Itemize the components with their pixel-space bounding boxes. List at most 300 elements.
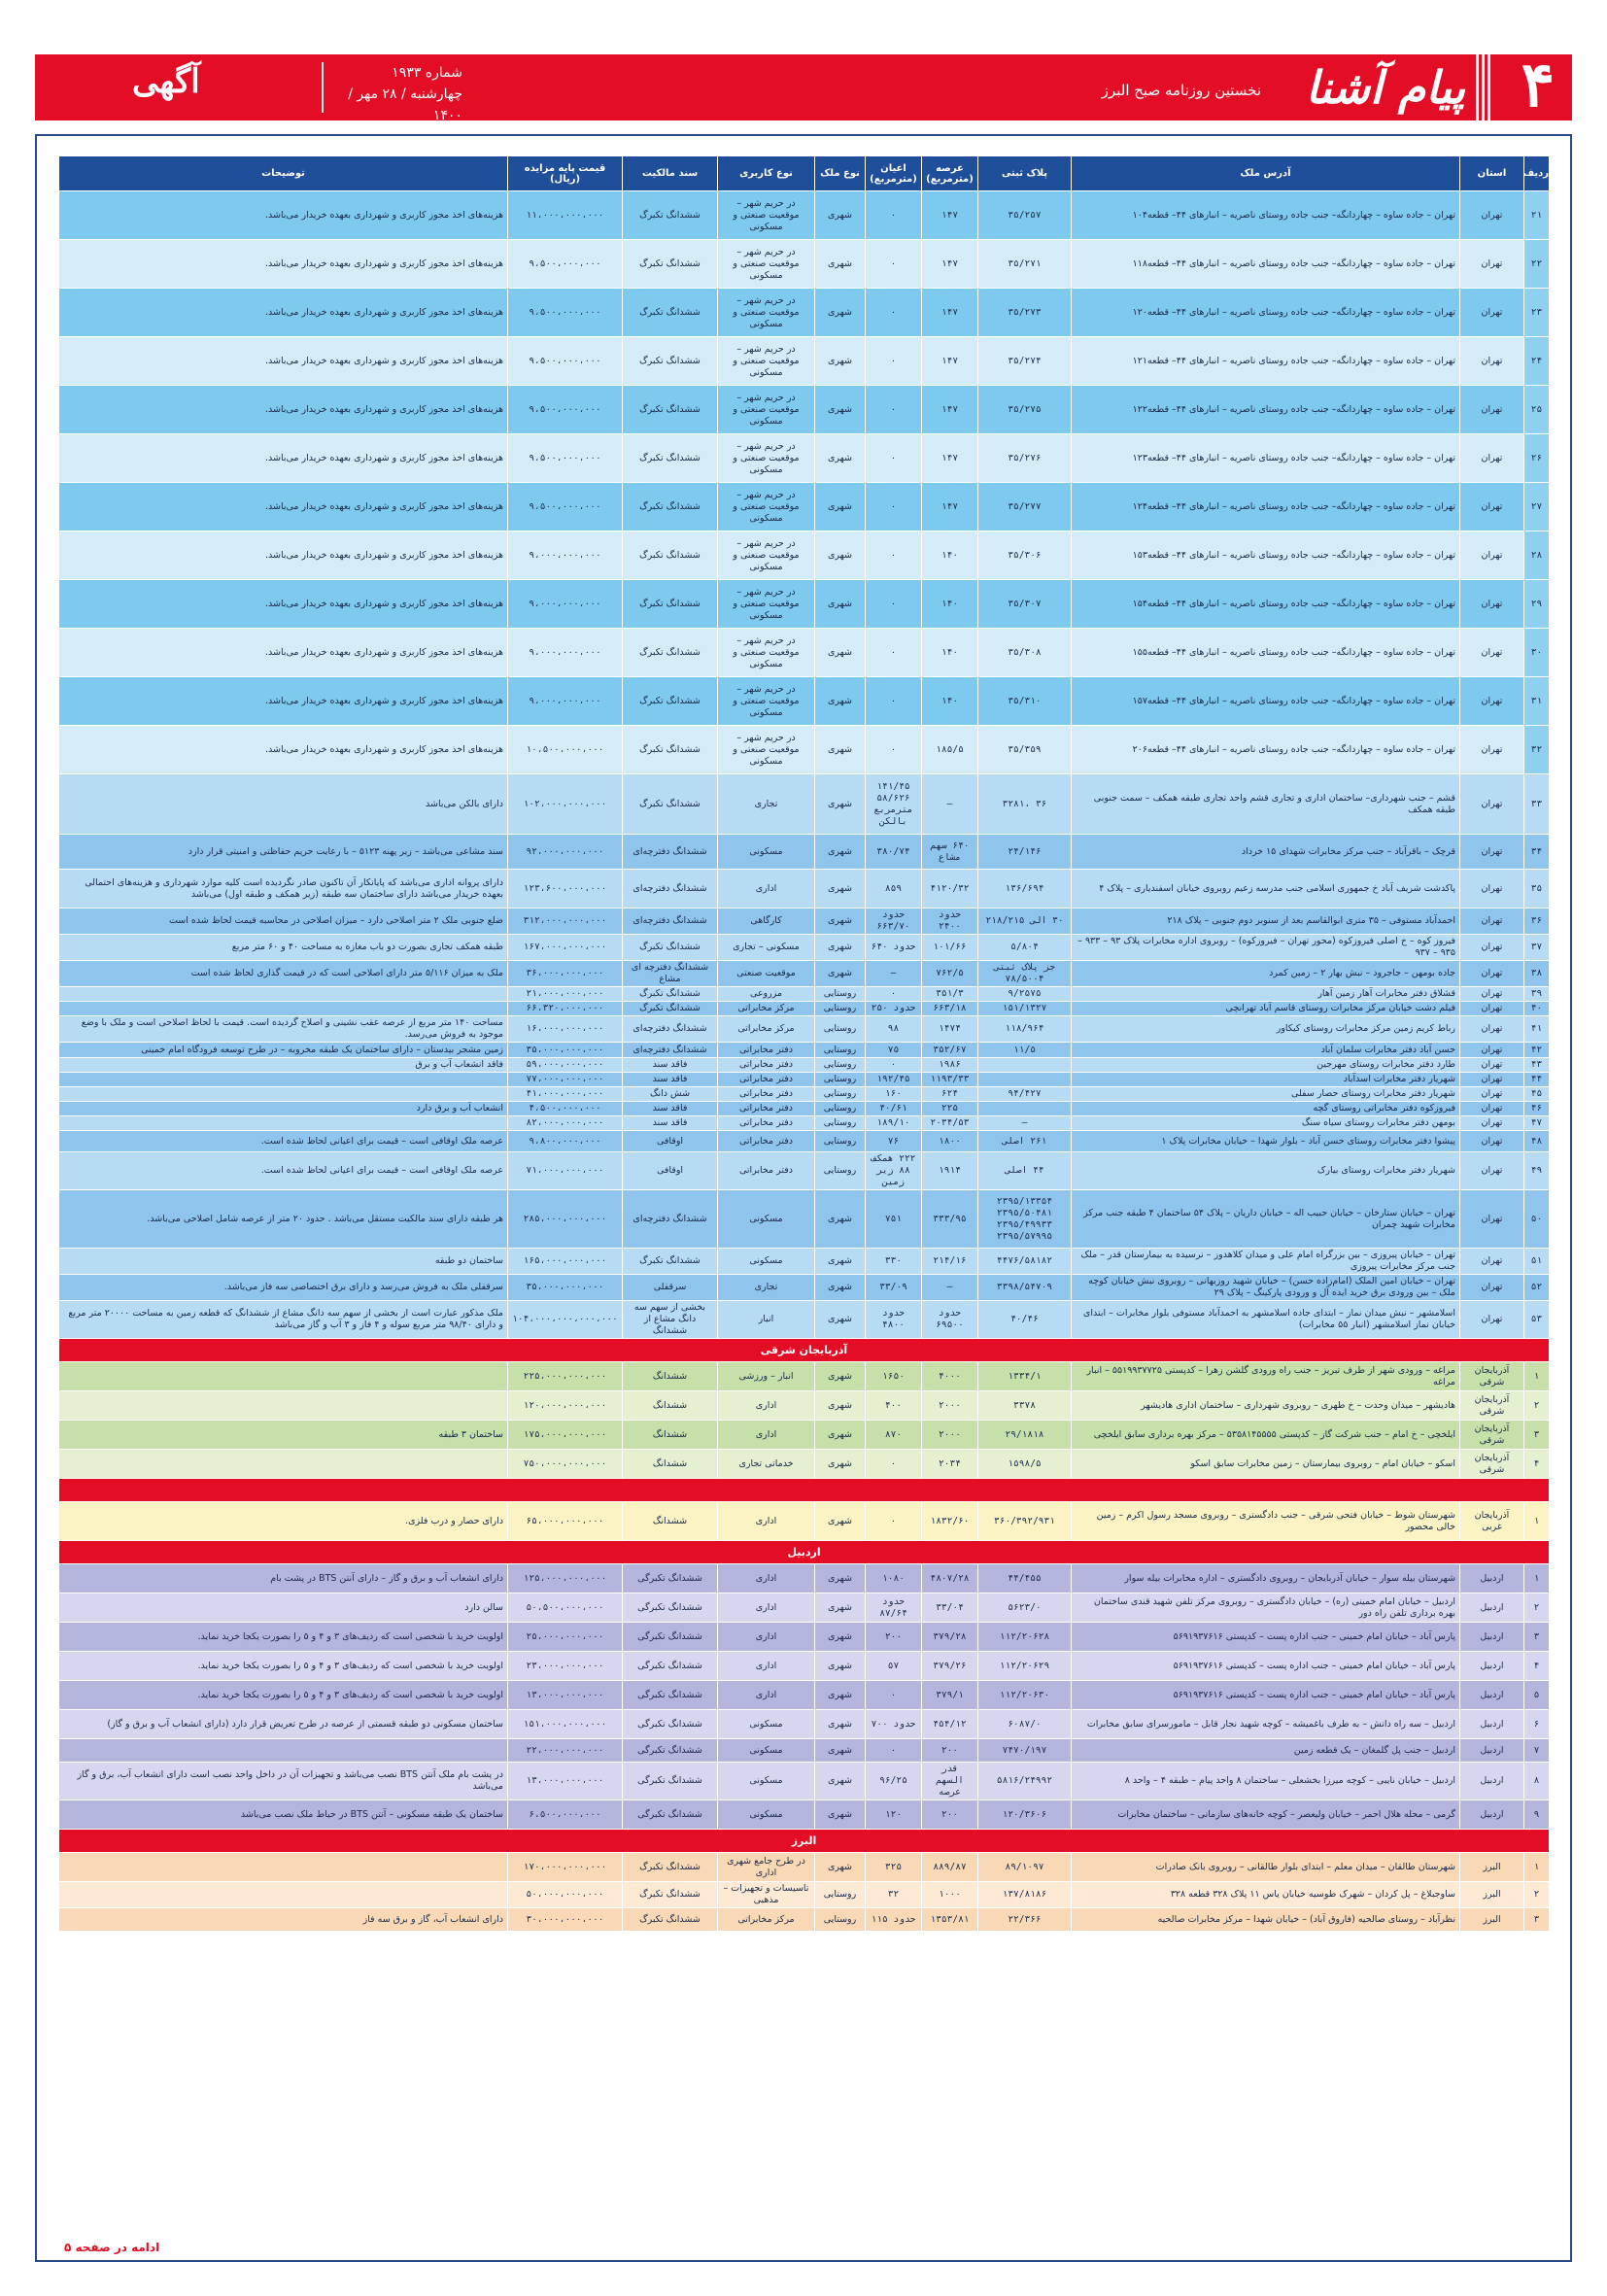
table-cell: پارس آباد – خیابان امام خمینی – جنب اداره پست – کدپستی ۵۶۹۱۹۳۷۶۱۶ [1072,1652,1460,1681]
column-header: استان [1460,156,1524,191]
auction-table [58,155,1550,1932]
section-header-row [59,1541,1550,1564]
table-cell: آذربایجان شرقی [1460,1450,1524,1479]
table-cell: ۳۵۱/۳ [922,987,978,1002]
table-cell: ۳۲۵ [866,1853,922,1882]
table-cell: کارگاهی [718,908,815,935]
table-cell: تهران [1460,240,1524,289]
table-cell: تهران – جاده ساوه – چهاردانگه– جنب جاده روستای ناصریه – انبارهای ۴۴– قطعه۱۲۴ [1072,483,1460,531]
table-cell [59,1087,508,1102]
table-cell: ۴۸ [1524,1131,1550,1152]
table-cell: شهری [815,870,866,908]
table-cell: ششدانگ تکبرگ [623,240,718,289]
table-row [59,240,1550,289]
table-row [59,1853,1550,1882]
table-cell: تهران [1460,531,1524,580]
table-cell: ۱۴۷ [922,386,978,434]
table-cell: هزینه‌های اخذ مجوز کاربری و شهرداری بعهده خریدار می‌باشد. [59,240,508,289]
table-cell: ساختمان مسکونی دو طبقه قسمتی از عرصه در طرح تعریض قرار دارد (دارای انشعاب آب و برق و گاز) [59,1710,508,1739]
table-cell: ۲۰۳۴/۵۳ [922,1116,978,1131]
table-cell: ۳۳/۰۹ [866,1275,922,1301]
table-cell: ۰ [866,580,922,629]
table-cell: تهران – جاده ساوه – چهاردانگه– جنب جاده روستای ناصریه – انبارهای ۴۴– قطعه۱۵۷ [1072,677,1460,726]
section-title: آگهی [132,62,200,101]
table-cell: ۶۰۸۷/۰ [978,1710,1072,1739]
table-cell: تهران – جاده ساوه – چهاردانگه– جنب جاده روستای ناصریه – انبارهای ۴۴– قطعه۱۲۰ [1072,289,1460,337]
table-row [59,1301,1550,1339]
table-cell: ۳۵۲/۶۷ [922,1043,978,1058]
table-cell: ۰ [866,531,922,580]
table-row [59,677,1550,726]
table-cell: ۹،۵۰۰،۰۰۰،۰۰۰ [508,386,623,434]
table-cell: هزینه‌های اخذ مجوز کاربری و شهرداری بعهده خریدار می‌باشد. [59,726,508,774]
table-cell: ۲۰۰ [922,1800,978,1830]
table-cell: شهری [815,1681,866,1710]
table-cell: ملک به میزان ۵/۱۱۶ متر دارای اصلاحی است که در قیمت گذاری لحاظ شده است [59,961,508,987]
table-cell: ۴۰/۶۱ [866,1102,922,1116]
table-cell: ۰ [866,1450,922,1479]
table-cell: تهران [1460,1102,1524,1116]
table-cell: ششدانگ تکبرگ [623,1882,718,1908]
table-cell: ششدانگ تکبرگ [623,726,718,774]
table-cell: ششدانگ دفترچه‌ای [623,1016,718,1043]
table-cell: ششدانگ تکبرگی [623,1593,718,1623]
issue-number: شماره ۱۹۳۳ [392,65,462,81]
table-cell: ۴۱۲۰/۳۲ [922,870,978,908]
table-cell: ۱۲۰ [866,1800,922,1830]
table-cell: ۲۳ [1524,289,1550,337]
table-cell: هزینه‌های اخذ مجوز کاربری و شهرداری بعهده خریدار می‌باشد. [59,580,508,629]
table-row [59,1623,1550,1652]
table-cell: ششدانگ [623,1421,718,1450]
table-cell: ۱۳۳۴/۱ [978,1362,1072,1391]
table-cell: ۴۸۰۷/۲۸ [922,1564,978,1593]
newspaper-tagline: نخستین روزنامه صبح البرز [1101,82,1261,99]
table-cell: ۶۶،۳۲۰،۰۰۰،۰۰۰ [508,1002,623,1016]
table-row [59,531,1550,580]
table-cell: ۸۸۹/۸۷ [922,1853,978,1882]
table-cell: تهران [1460,961,1524,987]
table-cell: ملک مذکور عبارت است از بخشی از سهم سه دانگ مشاع از ششدانگ که قطعه زمین به مساحت ۲۰۰۰۰ متر مربع و دارای ۹۸/۴۰ متر مربع سوله و ۴ فاز و ۳ آب و گاز می‌باشد [59,1301,508,1339]
table-cell: ۱۱۲/۲۰۶۲۹ [978,1652,1072,1681]
table-cell: ۲۰۳۴ [922,1450,978,1479]
table-cell: ششدانگ تکبرگ [623,1853,718,1882]
table-cell: تهران – جاده ساوه – چهاردانگه– جنب جاده روستای ناصریه – انبارهای ۴۴– قطعه۱۰۴ [1072,191,1460,240]
table-cell: ۲ [1524,1593,1550,1623]
table-cell: البرز [1460,1882,1524,1908]
table-cell: ۳۵/۲۷۵ [978,386,1072,434]
table-cell: تهران – جاده ساوه – چهاردانگه– جنب جاده روستای ناصریه – انبارهای ۴۴– قطعه۱۵۳ [1072,531,1460,580]
table-cell: دفتر مخابراتی [718,1131,815,1152]
table-cell: تجاری [718,1275,815,1301]
table-cell: تاسیسات و تجهیزات – مذهبی [718,1882,815,1908]
table-row [59,1710,1550,1739]
table-cell: ۲۷ [1524,483,1550,531]
table-cell: قشلاق دفتر مخابرات آهار زمین آهار [1072,987,1460,1002]
table-cell: حدود ۸۷/۶۴ [866,1593,922,1623]
table-cell: اردبیل – خیابان امام خمینی (ره) – خیابان دادگستری – روبروی مرکز تلفن شهید قندی ساختمان بهره برداری تلفن راه دور [1072,1593,1460,1623]
table-cell: ۰ [866,483,922,531]
table-row [59,434,1550,483]
table-cell [59,1450,508,1479]
table-cell: ۳۵/۲۷۷ [978,483,1072,531]
table-cell: ۱۱/۵ [978,1043,1072,1058]
table-cell: ۹،۰۰۰،۰۰۰،۰۰۰ [508,531,623,580]
table-cell: ششدانگ تکبرگ [623,289,718,337]
section-header-row [59,1479,1550,1502]
table-cell: حدود ۴۸۰۰ [866,1301,922,1339]
table-cell: – [866,961,922,987]
table-cell: اردبیل [1460,1652,1524,1681]
table-cell: فیروزکوه دفتر مخابراتی روستای گچه [1072,1102,1460,1116]
table-cell: شهری [815,1593,866,1623]
table-cell: هزینه‌های اخذ مجوز کاربری و شهرداری بعهده خریدار می‌باشد. [59,677,508,726]
section-title-cell [59,1479,1550,1502]
table-cell: اداری [718,1652,815,1681]
table-cell: ۳۰ الی ۲۱۸/۲۱۵ [978,908,1072,935]
table-cell: ۱۰۸۰ [866,1564,922,1593]
table-cell: اردبیل [1460,1739,1524,1763]
table-cell: ۱۸۵/۵ [922,726,978,774]
table-cell: تهران [1460,1002,1524,1016]
table-cell: ۱۷۵،۰۰۰،۰۰۰،۰۰۰ [508,1421,623,1450]
column-header: ردیف [1524,156,1550,191]
table-cell: اوقافی [623,1131,718,1152]
table-cell: ۴۱ [1524,1016,1550,1043]
table-cell: ۳۵/۲۵۷ [978,191,1072,240]
table-cell: ۳۳/۰۴ [922,1593,978,1623]
table-cell: ۹،۵۰۰،۰۰۰،۰۰۰ [508,289,623,337]
table-cell: هزینه‌های اخذ مجوز کاربری و شهرداری بعهده خریدار می‌باشد. [59,386,508,434]
table-cell: ۱۰۰۰ [922,1882,978,1908]
table-cell: ششدانگ تکبرگی [623,1800,718,1830]
table-cell: شهری [815,1623,866,1652]
table-cell: شهری [815,1502,866,1541]
table-cell: شهرستان طالقان – میدان معلم – ابتدای بلوار طالقانی – روبروی بانک صادرات [1072,1853,1460,1882]
table-cell: ۹ [1524,1800,1550,1830]
table-cell: روستایی [815,987,866,1002]
table-cell: دارای حصار و درب فلزی. [59,1502,508,1541]
table-cell: ۱۷۰،۰۰۰،۰۰۰،۰۰۰ [508,1853,623,1882]
table-cell: ۲۲/۳۶۶ [978,1908,1072,1932]
table-cell: ۳۲ [866,1882,922,1908]
table-cell: روستایی [815,1908,866,1932]
table-cell: ۱۲۵،۰۰۰،۰۰۰،۰۰۰ [508,1564,623,1593]
table-cell: ششدانگ تکبرگی [623,1564,718,1593]
table-cell: ششدانگ تکبرگ [623,531,718,580]
table-cell: ۹۸ [866,1016,922,1043]
table-cell: ۱۸۹/۱۰ [866,1116,922,1131]
table-cell: ۱۰۲،۰۰۰،۰۰۰،۰۰۰ [508,774,623,835]
table-cell: ۳۷۹/۲۶ [922,1652,978,1681]
table-cell: ششدانگ [623,1362,718,1391]
table-cell: تهران – جاده ساوه – چهاردانگه– جنب جاده روستای ناصریه – انبارهای ۴۴– قطعه۱۲۲ [1072,386,1460,434]
table-cell: ۲۲۵،۰۰۰،۰۰۰،۰۰۰ [508,1362,623,1391]
table-cell: مرکز مخابراتی [718,1016,815,1043]
table-cell: ۱۶۷،۰۰۰،۰۰۰،۰۰۰ [508,935,623,961]
table-cell: ۴۲ [1524,1043,1550,1058]
table-cell: فاقد سند [623,1116,718,1131]
table-cell: ششدانگ دفترچه‌ای [623,835,718,870]
table-cell: ۲۴/۱۴۶ [978,835,1072,870]
table-row [59,1593,1550,1623]
table-cell: دارای انشعاب آب و برق و گاز – دارای آنتن BTS در پشت بام [59,1564,508,1593]
table-cell: تهران – خیابان ستارخان – خیابان حبیب اله – خیابان داریان – پلاک ۵۴ ساختمان ۴ طبقه جنب مرکز مخابرات شهید چمران [1072,1190,1460,1249]
table-cell: طبقه همکف تجاری بصورت دو باب مغازه به مساحت ۴۰ و ۶۰ متر مربع [59,935,508,961]
table-cell: ۲۲۵ [922,1102,978,1116]
table-cell: هزینه‌های اخذ مجوز کاربری و شهرداری بعهده خریدار می‌باشد. [59,191,508,240]
table-cell: ۳۰،۰۰۰،۰۰۰،۰۰۰ [508,1908,623,1932]
table-cell: ۹،۸۰۰،۰۰۰،۰۰۰ [508,1131,623,1152]
column-header: پلاک ثبتی [978,156,1072,191]
table-cell: ۰ [866,289,922,337]
page-number: ۴ [1521,49,1555,121]
table-cell: ۰ [866,1058,922,1073]
table-cell: روستایی [815,1882,866,1908]
table-cell: ۵۱ [1524,1249,1550,1275]
table-row [59,337,1550,386]
table-row [59,1002,1550,1016]
table-cell: ۰ [866,240,922,289]
table-row [59,935,1550,961]
table-cell: ۷۵۰،۰۰۰،۰۰۰،۰۰۰ [508,1450,623,1479]
table-cell: ساختمان یک طبقه مسکونی – آنتن BTS در حیاط ملک نصب می‌باشد [59,1800,508,1830]
table-cell: اردبیل [1460,1623,1524,1652]
table-cell: مسکونی [718,1249,815,1275]
table-cell: ۱۴۷ [922,483,978,531]
table-cell: مرکز مخابراتی [718,1908,815,1932]
table-cell: ۳۵/۳۰۷ [978,580,1072,629]
table-row [59,1102,1550,1116]
table-cell: هزینه‌های اخذ مجوز کاربری و شهرداری بعهده خریدار می‌باشد. [59,434,508,483]
table-cell: ۱۱۸/۹۶۴ [978,1016,1072,1043]
table-cell: تهران [1460,1073,1524,1087]
table-cell: تهران [1460,1087,1524,1102]
table-cell: حدود ۶۴۰ [866,935,922,961]
table-cell: ۷۵ [866,1043,922,1058]
table-cell: شهری [815,1800,866,1830]
table-cell [978,1073,1072,1087]
table-cell: اردبیل – سه راه دانش – به طرف باغمیشه – کوچه شهید نجار قابل – مامورسرای سابق مخابرات [1072,1710,1460,1739]
table-cell: ششدانگ [623,1502,718,1541]
table-cell: در حریم شهر – موقعیت صنعتی و مسکونی [718,531,815,580]
table-cell: ۰ [866,1681,922,1710]
table-cell: شهری [815,1190,866,1249]
table-cell: شهری [815,1739,866,1763]
table-cell: حدود ۶۹۵۰۰ [922,1301,978,1339]
table-cell: مسکونی [718,1710,815,1739]
table-cell: شهری [815,1564,866,1593]
table-cell: احمدآباد مستوفی – ۳۵ متری ابوالقاسم بعد از سنوبر دوم جنوبی – پلاک ۲۱۸ [1072,908,1460,935]
table-cell: ۱۶۵۰ [866,1362,922,1391]
table-cell: ۴۹ [1524,1152,1550,1190]
column-header: نوع ملک [815,156,866,191]
table-cell: ششدانگ [623,1391,718,1421]
table-row [59,1421,1550,1450]
table-cell: ۲۸۵،۰۰۰،۰۰۰،۰۰۰ [508,1190,623,1249]
column-header: توضیحات [59,156,508,191]
table-cell: ۱۴۷ [922,434,978,483]
table-cell [59,1116,508,1131]
table-cell: ۳۷ [1524,935,1550,961]
table-cell: ۳۵،۰۰۰،۰۰۰،۰۰۰ [508,1275,623,1301]
table-cell: روستایی [815,1102,866,1116]
table-cell: شهری [815,1763,866,1800]
table-row [59,1882,1550,1908]
table-cell: ۳۳ [1524,774,1550,835]
table-cell: ۴ [1524,1652,1550,1681]
table-cell: ۱۴۱/۴۵ ۵۸/۶۲۶ مترمربع بالکن [866,774,922,835]
table-cell: در حریم شهر – موقعیت صنعتی و مسکونی [718,677,815,726]
table-cell: مسکونی – تجاری [718,935,815,961]
table-cell: شهری [815,1249,866,1275]
table-cell: تهران [1460,1249,1524,1275]
table-cell: فیروز کوه – خ اصلی فیروزکوه (محور تهران – فیروزکوه) – روبروی اداره مخابرات پلاک ۹۳ – ۹۳۳ – ۹۳۵ – ۹۳۷ [1072,935,1460,961]
table-cell: روستایی [815,1152,866,1190]
table-cell: ششدانگ تکبرگ [623,987,718,1002]
table-cell: حدود ۱۱۵ [866,1908,922,1932]
table-cell: پارس آباد – خیابان امام خمینی – جنب اداره پست – کدپستی ۵۶۹۱۹۳۷۶۱۶ [1072,1681,1460,1710]
table-cell: آذربایجان شرقی [1460,1362,1524,1391]
table-cell: تهران [1460,726,1524,774]
header-divider [322,62,324,113]
table-cell: شهری [815,1450,866,1479]
table-cell: تهران [1460,580,1524,629]
table-cell: ۴۰/۴۶ [978,1301,1072,1339]
table-cell: ۰ [866,677,922,726]
table-cell: ۴۴ [1524,1073,1550,1087]
table-cell: ۲۶ [1524,434,1550,483]
table-cell: ۲۹/۱۸۱۸ [978,1421,1072,1450]
table-cell: شهریار دفتر مخابرات اسدآباد [1072,1073,1460,1087]
table-cell: ۲۲ [1524,240,1550,289]
table-cell: تهران – جاده ساوه – چهاردانگه– جنب جاده روستای ناصریه – انبارهای ۴۴– قطعه۱۲۱ [1072,337,1460,386]
table-cell: آذربایجان غربی [1460,1502,1524,1541]
table-cell: ۳۱ [1524,677,1550,726]
table-cell: اداری [718,1502,815,1541]
table-row [59,1800,1550,1830]
table-cell: ۰ [866,337,922,386]
table-cell: ۳۵/۳۱۰ [978,677,1072,726]
table-cell: روستایی [815,1016,866,1043]
table-row [59,774,1550,835]
table-cell: ۱۴۰ [922,531,978,580]
table-cell: اداری [718,1623,815,1652]
table-cell: بخشی از سهم سه دانگ مشاع از ششدانگ [623,1301,718,1339]
table-cell: ۴۰۰۰ [922,1362,978,1391]
table-cell: عرصه ملک اوقافی است – قیمت برای اعیانی لحاظ شده است. [59,1131,508,1152]
table-cell: ۹۶/۲۵ [866,1763,922,1800]
table-cell: تهران [1460,191,1524,240]
table-cell: شهری [815,386,866,434]
table-cell: اسلامشهر – نبش میدان نماز – ابتدای جاده اسلامشهر به احمدآباد مستوفی بلوار مخابرات – ابتدای خیابان نماز اسلامشهر (انبار ۵۵ مخابرات) [1072,1301,1460,1339]
table-cell: ۳۵،۰۰۰،۰۰۰،۰۰۰ [508,1043,623,1058]
table-cell: مزروعی [718,987,815,1002]
table-cell: ۱۴۷۴ [922,1016,978,1043]
table-cell: ۱۶۰ [866,1087,922,1102]
table-cell: ۲۳۹۵/۱۳۳۵۴ ۲۳۹۵/۵۰۴۸۱ ۲۳۹۵/۴۹۹۳۳ ۲۳۹۵/۵۷۹۹۵ [978,1190,1072,1249]
table-cell: ضلع جنوبی ملک ۲ متر اصلاحی دارد – میزان اصلاحی در محاسبه قیمت لحاظ شده است [59,908,508,935]
table-cell: تهران [1460,677,1524,726]
table-cell: تهران – جاده ساوه – چهاردانگه– جنب جاده روستای ناصریه – انبارهای ۴۴– قطعه۱۱۸ [1072,240,1460,289]
table-cell: البرز [1460,1908,1524,1932]
table-cell: تهران – خیابان پیروزی – بین بزرگراه امام علی و میدان کلاهدوز – نرسیده به بیمارستان قدر – ملک جنب مرکز مخابرات پیروزی [1072,1249,1460,1275]
table-cell: ششدانگ تکبرگی [623,1739,718,1763]
table-cell: دفتر مخابراتی [718,1152,815,1190]
table-cell: تهران [1460,908,1524,935]
table-cell: تهران [1460,1043,1524,1058]
table-cell: انبار – ورزشی [718,1362,815,1391]
table-cell: زمین مشجر بیدستان – دارای ساختمان یک طبقه مخروبه – در طرح توسعه فرودگاه امام خمینی [59,1043,508,1058]
table-cell: جز پلاک ثبتی ۷۸/۵۰۰۴ [978,961,1072,987]
table-row [59,835,1550,870]
table-cell: ساوجبلاغ – پل کردان – شهرک طوسیه خیابان یاس ۱۱ پلاک ۳۲۸ قطعه ۳۲۸ [1072,1882,1460,1908]
table-cell: ۱۴۷ [922,289,978,337]
table-row [59,1087,1550,1102]
table-cell: روستایی [815,1073,866,1087]
table-cell: در حریم شهر – موقعیت صنعتی و مسکونی [718,483,815,531]
table-cell: ۳۳۰ [866,1249,922,1275]
table-cell: گرمی – محله هلال احمر – خیابان ولیعصر – کوچه خانه‌های سازمانی – ساختمان مخابرات [1072,1800,1460,1830]
table-cell: ۲۹ [1524,580,1550,629]
section-header-row [59,1339,1550,1362]
table-row [59,1131,1550,1152]
table-cell: ۱۹۱۴ [922,1152,978,1190]
table-cell: ۰ [866,629,922,677]
table-row [59,1016,1550,1043]
table-cell: ۱۸۳۲/۶۰ [922,1502,978,1541]
table-cell: روستایی [815,1131,866,1152]
table-cell: ششدانگ تکبرگ [623,191,718,240]
table-cell: ۲۴ [1524,337,1550,386]
table-cell: اداری [718,870,815,908]
table-cell [59,987,508,1002]
table-cell: روستایی [815,1043,866,1058]
table-cell: قشم – جنب شهرداری– ساختمان اداری و تجاری قشم واحد تجاری طبقه همکف – سمت جنوبی طبقه همکف [1072,774,1460,835]
table-cell: ۹،۰۰۰،۰۰۰،۰۰۰ [508,677,623,726]
table-cell: شهری [815,835,866,870]
table-cell: ۱۱۹۳/۳۳ [922,1073,978,1087]
table-cell: ۲۰۰ [866,1623,922,1652]
table-cell: ۱ [1524,1853,1550,1882]
table-cell: اداری [718,1421,815,1450]
table-cell: شهری [815,1275,866,1301]
table-row [59,629,1550,677]
table-cell: شهری [815,1853,866,1882]
table-cell: تهران – جاده ساوه – چهاردانگه– جنب جاده روستای ناصریه – انبارهای ۴۴– قطعه۲۰۶ [1072,726,1460,774]
table-cell: در پشت بام ملک آنتن BTS نصب می‌باشد و تجهیزات آن در داخل واحد نصب است دارای انشعاب آب، برق و گاز می‌باشد [59,1763,508,1800]
table-cell: اداری [718,1391,815,1421]
table-cell: ۵/۸۰۴ [978,935,1072,961]
table-row [59,1502,1550,1541]
table-cell: ۸ [1524,1763,1550,1800]
table-cell: ۷۴۷۰/۱۹۷ [978,1739,1072,1763]
table-cell: ۱۱۲/۲۰۶۳۰ [978,1681,1072,1710]
table-cell: فاقد سند [623,1073,718,1087]
table-cell: اداری [718,1681,815,1710]
table-cell: شهریار دفتر مخابرات روستای حصار سفلی [1072,1087,1460,1102]
table-cell [59,1362,508,1391]
table-cell: ۷۶۲/۵ [922,961,978,987]
table-cell: تهران [1460,870,1524,908]
table-cell: شهری [815,908,866,935]
table-cell: ۲۵ [1524,386,1550,434]
table-cell: ۲۸ [1524,531,1550,580]
table-cell: ۱۲۰/۳۶۰۶ [978,1800,1072,1830]
table-cell: اردبیل [1460,1800,1524,1830]
table-cell: شهری [815,629,866,677]
table-cell: ۵۷ [866,1652,922,1681]
